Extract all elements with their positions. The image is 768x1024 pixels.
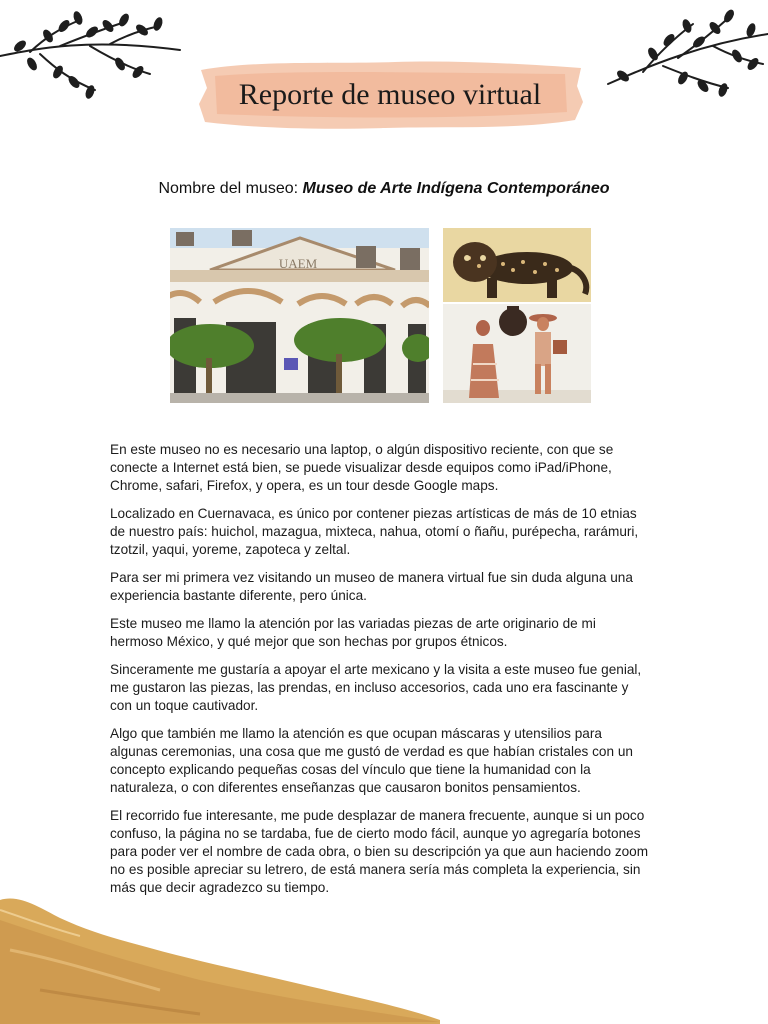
museum-name-line (0, 180, 768, 198)
museum-building-photo (170, 228, 429, 403)
page-title: Reporte de museo virtual (238, 78, 542, 111)
paragraph: Algo que también me llamo la atención es que ocupan máscaras y utensilios para algunas ceremonias, una cosa que me gustó de verdad es que habían cristales con un concepto explicando pequeñas cosas del vínculo que tiene la humanidad con la naturaleza, o con diferentes enseñanzas que causaron bonitos pensamientos. (110, 726, 633, 795)
building-sign-text: UAEM (278, 256, 318, 271)
sand-texture-decoration (0, 880, 440, 1024)
branch-left-decoration (0, 8, 185, 108)
paragraph: Localizado en Cuernavaca, es único por contener piezas artísticas de más de 10 etnias de nuestro país: huichol, mazagua, mixteca, nahua, otomí o ñañu, purépecha, rarámuri, tzotzil, yaqui, yoreme, zapoteca y zeltal. (110, 506, 639, 557)
report-body (110, 441, 650, 907)
branch-right-decoration (603, 4, 768, 104)
title-banner (195, 56, 585, 134)
clay-figures-photo (443, 304, 591, 403)
paragraph: Para ser mi primera vez visitando un museo de manera virtual fue sin duda alguna una experiencia bastante diferente, pero única. (110, 570, 633, 603)
paragraph: Este museo me llamo la atención por las variadas piezas de arte originario de mi hermoso México, y qué mejor que son hechas por grupos étnicos. (110, 616, 596, 649)
museum-name-label: Nombre del museo: (158, 180, 299, 197)
jaguar-sculpture-photo (443, 228, 591, 302)
museum-name-value: Museo de Arte Indígena Contemporáneo (302, 180, 610, 197)
paragraph: En este museo no es necesario una laptop, o algún dispositivo reciente, con que se conecte a Internet está bien, se puede visualizar desde equipos como iPad/iPhone, Chrome, safari, Firefox, y opera, es un tour desde Google maps. (110, 442, 614, 493)
paragraph: Sinceramente me gustaría a apoyar el arte mexicano y la visita a este museo fue genial, me gustaron las piezas, las prendas, en incluso accesorios, cada uno era fascinante y con un toque cautivador. (110, 662, 642, 713)
paragraph: El recorrido fue interesante, me pude desplazar de manera frecuente, aunque si un poco confuso, la página no se tardaba, fue de cierto modo fácil, aunque yo agregaría botones para poder ver el nombre de cada obra, o bien su descripción ya que aun haciendo zoom no es posible apreciar su letrero, de está manera sería más completa la experiencia, sin más que decir agradezco su tiempo. (110, 808, 649, 895)
